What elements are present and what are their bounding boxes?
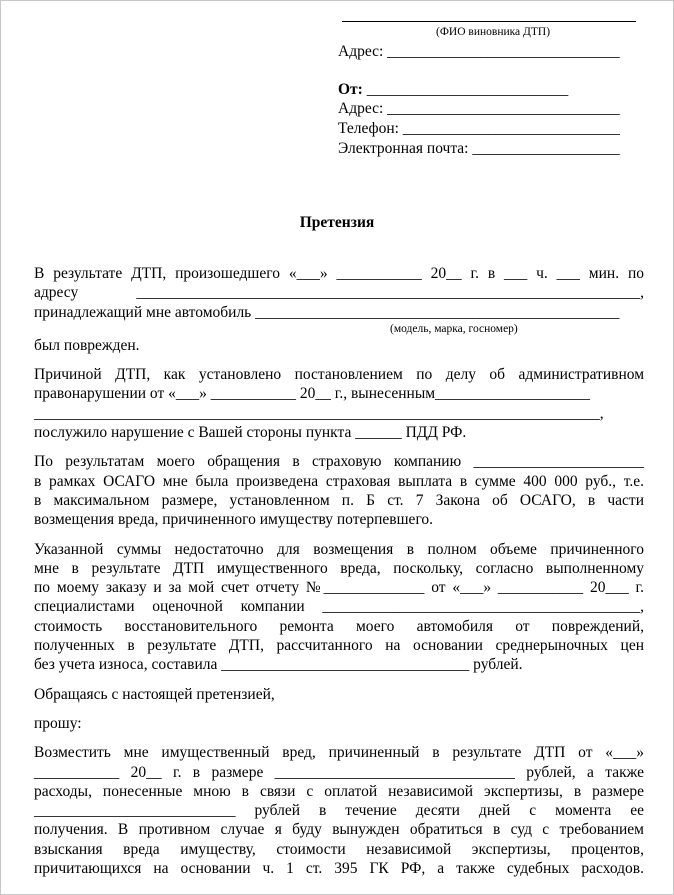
text-line: в рамках ОСАГО мне была произведена страховая выплата в сумме 400 000 руб., т.е. — [34, 472, 644, 490]
text-line: ___________ 20__ г. в размере _______________________________ рублей, а также — [34, 763, 644, 781]
sender-line — [338, 80, 568, 99]
vehicle-caption: (модель, марка, госномер) — [390, 322, 518, 335]
text-line: расходы, понесенные мною в связи с оплатой независимой экспертизы, в размере — [34, 782, 644, 800]
document-body — [34, 264, 644, 878]
text-line: послужило нарушение с Вашей стороны пункта ______ ПДД РФ. — [34, 424, 467, 442]
text-line: __________________________ рублей в течение десяти дней с момента ее — [34, 802, 644, 820]
text-line: специалистами оценочной компании _________________________________________, — [34, 598, 644, 616]
text-line: по моему заказу и за мой счет отчету №_____________ от «___» ___________ 20___ г. — [34, 579, 644, 597]
from-blank: __________________________ — [362, 81, 569, 98]
text-line: правонарушении от «___» ___________ 20__ г., вынесенным____________________ — [34, 385, 591, 403]
culprit-caption: (ФИО виновника ДТП) — [436, 26, 551, 38]
text-line: адресу _________________________________________________________________, — [34, 284, 644, 302]
culprit-name-line — [342, 8, 636, 22]
text-line: Возместить мне имущественный вред, причиненный в результате ДТП от «___» — [34, 744, 644, 762]
text-line: причитающихся на основании ч. 1 ст. 395 ГК РФ, а также судебных расходов. — [34, 860, 644, 878]
text-line: в максимальном размере, установленном п. Б ст. 7 Закона об ОСАГО, в части — [34, 491, 644, 509]
paragraph-1 — [34, 264, 644, 355]
text-line: полученных в результате ДТП, рассчитанного на основании среднерыночных цен — [34, 637, 644, 655]
paragraph-5: Обращаясь с настоящей претензией, — [34, 685, 275, 703]
recipient-address-line: Адрес: ______________________________ — [338, 43, 620, 60]
text-line: взыскания вреда имуществу, стоимости независимой экспертизы, процентов, — [34, 840, 644, 858]
text-line: Указанной суммы недостаточно для возмещения в полном объеме причиненного — [34, 540, 644, 558]
text-line: принадлежащий мне автомобиль _______________________________________________ — [34, 303, 620, 321]
text-line: без учета износа, составила ________________________________ рублей. — [34, 656, 523, 674]
sender-email-line: Электронная почта: ___________________ — [338, 140, 620, 157]
sender-address-line: Адрес: ______________________________ — [338, 100, 620, 117]
text-line: был поврежден. — [34, 336, 140, 354]
text-line: По результатам моего обращения в страховую компанию ______________________ — [34, 453, 644, 471]
paragraph-6: прошу: — [34, 714, 82, 732]
paragraph-4 — [34, 540, 644, 675]
paragraph-2 — [34, 365, 644, 442]
text-line: В результате ДТП, произошедшего «___» ___________ 20__ г. в ___ ч. ___ мин. по — [34, 265, 644, 282]
text-line: мне в результате ДТП имущественного вреда, поскольку, согласно выполненному — [34, 559, 644, 577]
sender-phone-line: Телефон: ____________________________ — [338, 120, 620, 137]
text-line: Причиной ДТП, как установлено постановлением по делу об административном — [34, 366, 644, 384]
text-line: возмещения вреда, причиненного имуществу потерпевшего. — [34, 511, 434, 529]
text-line: получения. В противном случае я буду вынужден обратиться в суд с требованием — [34, 821, 644, 839]
paragraph-7 — [34, 743, 644, 878]
from-label: От: — [338, 81, 363, 98]
document-title: Претензия — [299, 214, 375, 231]
text-line: стоимость восстановительного ремонта моего автомобиля от повреждений, — [34, 617, 644, 635]
text-line: _________________________________________________________________________, — [34, 404, 604, 422]
paragraph-3 — [34, 452, 644, 529]
